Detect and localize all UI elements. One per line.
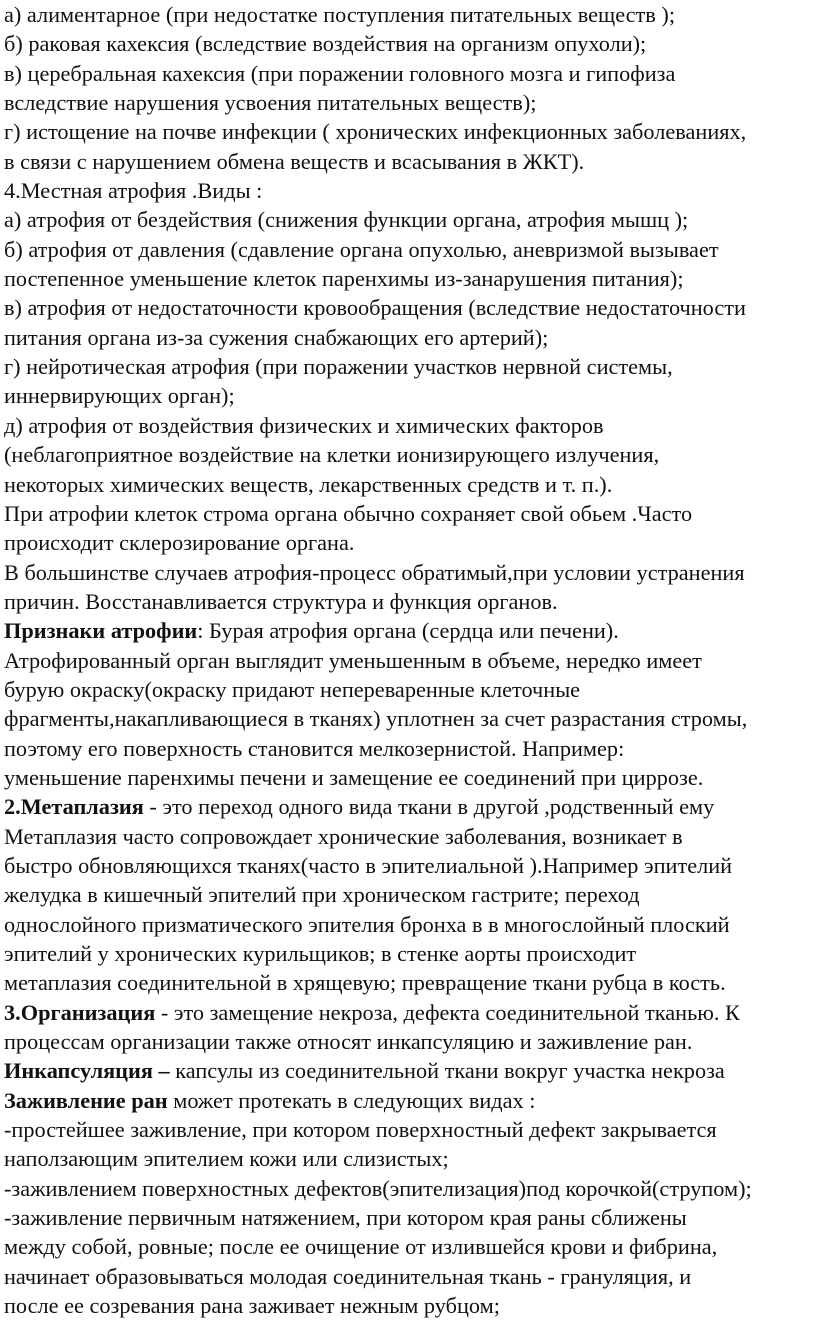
text-line [4,616,816,645]
text-line: желудка в кишечный эпителий при хроническом гастрите; переход [4,882,640,908]
text-line: д) атрофия от воздействия физических и химических факторов [4,412,604,438]
text-line: г) истощение на почве инфекции ( хронических инфекционных заболеваниях, [4,119,747,145]
text-line: бурую окраску(окраску придают непереваренные клеточные [4,676,581,702]
text-line: некоторых химических веществ, лекарственных средств и т. п.). [4,471,613,497]
text-line: начинает образовываться молодая соединительная ткань - грануляция, и [4,1263,692,1289]
text-line: г) нейротическая атрофия (при поражении участков нервной системы, [4,354,673,380]
bold-heading: Признаки атрофии [4,618,198,644]
text-line: б) раковая кахексия (вследствие воздействия на организм опухоли); [4,31,647,57]
text-line: вследствие нарушения усвоения питательных веществ); [4,90,537,116]
text-line [4,1056,816,1085]
text-line: -простейшее заживление, при котором поверхностный дефект закрывается [4,1117,717,1143]
text-line: происходит склерозирование органа. [4,530,355,556]
text-line: в) церебральная кахексия (при поражении головного мозга и гипофиза [4,60,676,86]
text-line: наползающим эпителием кожи или слизистых; [4,1146,449,1172]
bold-heading: Заживление ран [4,1087,168,1113]
text-line: -заживлением поверхностных дефектов(эпителизация)под корочкой(струпом); [4,1175,752,1201]
text-line: однослойного призматического эпителия бронха в в многослойный плоский [4,911,730,937]
text-line: в) атрофия от недостаточности кровообращения (вследствие недостаточности [4,295,746,321]
text-line: а) атрофия от бездействия (снижения функции органа, атрофия мышц ); [4,207,689,233]
text-line: после ее созревания рана заживает нежным рубцом; [4,1293,500,1319]
text-line: питания органа из-за сужения снабжающих его артерий); [4,324,549,350]
text-line [4,792,816,821]
text-line: постепенное уменьшение клеток паренхимы из-занарушения питания); [4,266,684,292]
line-text: может протекать в следующих видах : [167,1087,536,1113]
text-line: метаплазия соединительной в хрящевую; превращение ткани рубца в кость. [4,970,726,996]
text-line: процессам организации также относят инкапсуляцию и заживление ран. [4,1029,693,1055]
text-line: -заживление первичным натяжением, при котором края раны сближены [4,1205,687,1231]
text-line: иннервирующих орган); [4,383,235,409]
text-line: (неблагоприятное воздействие на клетки ионизирующего излучения, [4,442,660,468]
text-line: а) алиментарное (при недостатке поступления питательных веществ ); [4,2,676,27]
text-line: фрагменты,накапливающиеся в тканях) уплотнен за счет разрастания стромы, [4,706,748,732]
text-line: 4.Местная атрофия .Виды : [4,178,263,204]
text-line: б) атрофия от давления (сдавление органа опухолью, аневризмой вызывает [4,236,719,262]
text-line: При атрофии клеток строма органа обычно сохраняет свой обьем .Часто [4,500,693,526]
text-line: причин. Восстанавливается структура и функция органов. [4,588,558,614]
line-text: : Бурая атрофия органа (сердца или печени). [197,618,619,644]
text-line: В большинстве случаев атрофия-процесс обратимый,при условии устранения [4,559,745,585]
text-line [4,1086,816,1115]
text-line: Атрофированный орган выглядит уменьшенным в объеме, нередко имеет [4,647,702,673]
text-line: поэтому его поверхность становится мелкозернистой. Например: [4,735,625,761]
text-line: быстро обновляющихся тканях(часто в эпителиальной ).Например эпителий [4,852,733,878]
text-line [4,998,816,1027]
bold-heading: 2.Метаплазия [4,794,144,820]
bold-heading: Инкапсуляция – [4,1058,170,1084]
text-line: в связи с нарушением обмена веществ и всасывания в ЖКТ). [4,148,585,174]
text-line: Метаплазия часто сопровождает хронические заболевания, возникает в [4,823,683,849]
bold-heading: 3.Организация [4,999,156,1025]
line-text: - это переход одного вида ткани в другой ,родственный ему [143,794,715,820]
line-text: - это замещение некроза, дефекта соединительной тканью. К [155,999,740,1025]
text-line: эпителий у хронических курильщиков; в стенке аорты происходит [4,941,637,966]
text-line: уменьшение паренхимы печени и замещение ее соединений при циррозе. [4,764,704,790]
line-text: капсулы из соединительной ткани вокруг участка некроза [169,1058,725,1084]
text-line: между собой, ровные; после ее очищение от излившейся крови и фибрина, [4,1234,718,1260]
